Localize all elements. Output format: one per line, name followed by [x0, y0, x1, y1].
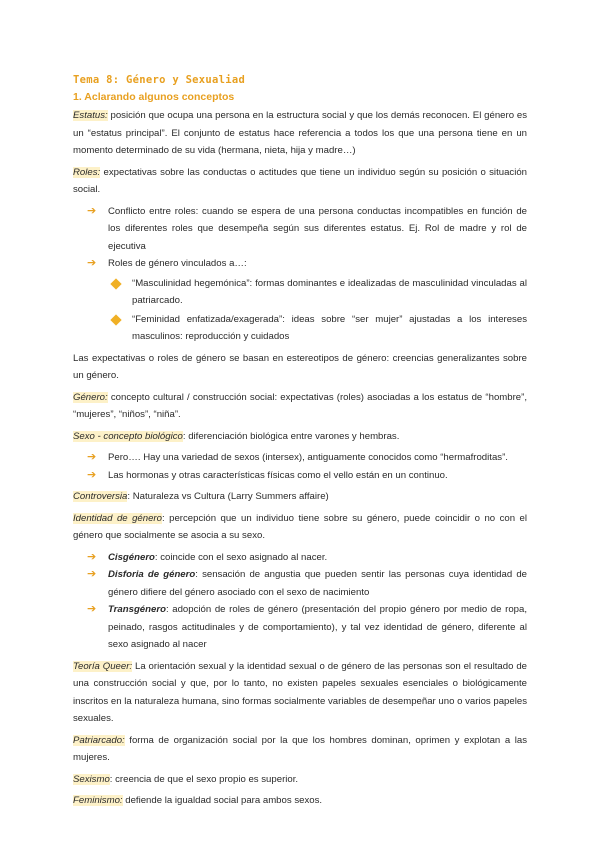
term-cisgenero: Cisgénero [108, 551, 155, 563]
paragraph-patriarcado [73, 732, 527, 767]
list-item [73, 467, 527, 485]
sublist-item [108, 311, 527, 346]
list-item [73, 255, 527, 346]
term-estatus: Estatus: [73, 110, 108, 121]
term-feminismo: Feminismo: [73, 795, 123, 806]
sublist-item-text: “Masculinidad hegemónica”: formas dominantes e idealizadas de masculinidad vinculadas al patriarcado. [132, 277, 527, 306]
term-patriarcado: Patriarcado: [73, 734, 125, 746]
term-transgenero: Transgénero [108, 604, 166, 615]
arrow-right-icon: ➔ [87, 204, 97, 217]
text-roles: expectativas sobre las conductas o actitudes que tiene un individuo según su posición o situación social. [73, 166, 527, 195]
term-disforia: Disforia de género [108, 569, 196, 580]
diamond-icon [110, 278, 121, 289]
list-item [73, 549, 527, 567]
term-genero: Género: [73, 391, 108, 403]
arrow-right-icon: ➔ [87, 568, 97, 580]
roles-sublist [108, 275, 527, 346]
roles-list [73, 203, 527, 346]
term-queer: Teoría Queer: [73, 660, 133, 672]
list-item-text: Roles de género vinculados a…: [108, 258, 247, 269]
list-item-text: : adopción de roles de género (presentación del propio género por medio de ropa, peinado, rasgos actitudinales y de comportamiento), y tal vez identidad de género, diferente al sexo asignado al nacer [108, 604, 527, 650]
sublist-item-text: “Feminidad enfatizada/exagerada”: ideas sobre “ser mujer” ajustadas a los intereses masculinos: reproducción y cuidados [132, 313, 527, 342]
sublist-item [108, 275, 527, 310]
term-roles: Roles: [73, 166, 101, 178]
paragraph-expectativas: Las expectativas o roles de género se basan en estereotipos de género: creencias generalizantes sobre un género. [73, 352, 527, 381]
list-item [73, 203, 527, 256]
section-heading: 1. Aclarando algunos conceptos [73, 91, 235, 103]
text-identidad: : percepción que un individuo tiene sobre su género, puede coincidir o no con el género que socialmente se asocia a su sexo. [73, 512, 527, 541]
paragraph-controversia [73, 488, 527, 506]
list-item-text: Las hormonas y otras características físicas como el vello están en un continuo. [108, 469, 448, 481]
text-patriarcado: forma de organización social por la que los hombres dominan, oprimen y explotan a las mujeres. [73, 734, 527, 763]
identidad-list [73, 549, 527, 654]
list-item-text: Conflicto entre roles: cuando se espera de una persona conductas incompatibles en función de los diferentes roles que desempeña según sus diferentes estatus. Ej. Rol de madre y rol de ejecutiva [108, 205, 527, 252]
text-feminismo: defiende la igualdad social para ambos sexos. [122, 795, 323, 806]
list-item [73, 601, 527, 654]
text-estatus: posición que ocupa una persona en la estructura social y que los demás reconocen. El género es un “estatus principal”. El conjunto de estatus hace referencia a todos los que una persona tiene en un momento determinado de su vida (hermana, nieta, hija y madre…) [73, 110, 527, 156]
term-sexo: Sexo - concepto biológico [73, 430, 183, 442]
diamond-icon [110, 314, 121, 325]
arrow-right-icon: ➔ [87, 550, 97, 563]
arrow-right-icon: ➔ [87, 603, 97, 615]
term-identidad: Identidad de género [73, 512, 162, 524]
paragraph-sexo [73, 428, 527, 446]
arrow-right-icon: ➔ [87, 468, 97, 481]
list-item [73, 566, 527, 601]
paragraph-roles [73, 164, 527, 199]
sexo-list [73, 449, 527, 484]
paragraph-feminismo [73, 792, 527, 810]
text-genero: concepto cultural / construcción social: expectativas (roles) asociadas a los estatus de “hombre”, “mujeres”, “niños”, “niña”. [73, 391, 527, 420]
term-sexismo: Sexismo [73, 773, 110, 785]
document-content [73, 72, 527, 814]
page-title: Tema 8: Género y Sexualiad [73, 74, 246, 86]
paragraph-genero [73, 389, 527, 424]
arrow-right-icon: ➔ [87, 257, 97, 269]
list-item-text: Pero…. Hay una variedad de sexos (intersex), antiguamente conocidos como “hermafroditas”. [108, 452, 508, 463]
paragraph-identidad [73, 510, 527, 545]
paragraph-queer [73, 658, 527, 728]
list-item-text: : sensación de angustia que pueden sentir las personas cuya identidad de género difiere del género asociado con el sexo de nacimiento [108, 569, 528, 598]
list-item-text: : coincide con el sexo asignado al nacer. [154, 551, 328, 563]
text-queer: La orientación sexual y la identidad sexual o de género de las personas son el resultado de una construcción social y que, por lo tanto, no existen papeles sexuales esenciales o biológicamente inscritos en la naturaleza humana, sino formas socialmente variables de desempeñar uno o varios papeles sexuales. [73, 660, 527, 724]
list-item [73, 449, 527, 467]
term-controversia: Controversia [73, 491, 128, 502]
arrow-right-icon: ➔ [87, 451, 97, 463]
paragraph-sexismo [73, 771, 527, 789]
text-sexismo: : creencia de que el sexo propio es superior. [109, 773, 299, 785]
text-sexo: : diferenciación biológica entre varones y hembras. [182, 430, 400, 442]
paragraph-estatus [73, 107, 527, 160]
text-controversia: : Naturaleza vs Cultura (Larry Summers affaire) [127, 491, 329, 502]
